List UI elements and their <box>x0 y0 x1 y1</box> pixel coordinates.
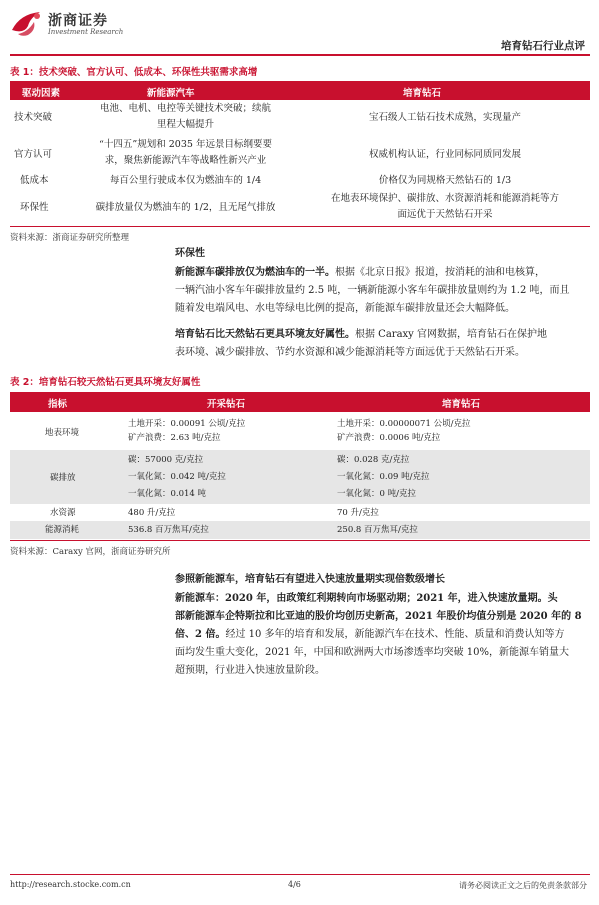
table2-source: 资料来源：Caraxy 官网，浙商证券研究所 <box>10 547 171 557</box>
paragraph-text: 经过 10 多年的培育和发展，新能源汽车在技术、性能、质量和消费认知等方 <box>225 629 565 640</box>
paragraph-text: 根据《北京日报》报道，按消耗的油和电核算， <box>335 267 545 278</box>
table2-row-shade <box>10 521 590 539</box>
table2-header-metric: 指标 <box>48 399 68 410</box>
table1-factor: 低成本 <box>20 175 49 186</box>
table2-mined-cell <box>128 452 226 503</box>
table1-header-row <box>10 81 590 100</box>
paragraph-line: 超预期，行业进入快速放量阶段。 <box>175 665 325 676</box>
table2-grown-cell: 70 升/克拉 <box>337 508 379 518</box>
table1-ev-line: “十四五”规划和 2035 年远景目标纲要要 <box>99 139 272 150</box>
report-type: 培育钻石行业点评 <box>501 40 585 52</box>
brand-tagline: Investment Research <box>48 28 124 36</box>
paragraph-line: 一辆汽油小客车年碳排放量约 2.5 吨，一辆新能源小客车年碳排放量则约为 1.2 吨，而且 <box>175 285 570 296</box>
brand-name: 浙商证券 <box>48 13 108 29</box>
table1-bottom-rule <box>10 226 590 227</box>
table1-lgd-cell: 权威机构认证，行业同标同质同发展 <box>368 149 521 160</box>
footer-divider <box>10 874 590 875</box>
paragraph-bold-line: 倍、2 倍。 <box>175 629 226 640</box>
table1-caption: 表 1：技术突破、官方认可、低成本、环保性共驱需求高增 <box>10 67 258 78</box>
table1-source: 资料来源：浙商证券研究所整理 <box>10 233 130 243</box>
table1-factor: 技术突破 <box>14 112 53 123</box>
table2-mined-cell: 480 升/克拉 <box>128 508 176 518</box>
paragraph-lead: 新能源车碳排放仅为燃油车的一半。 <box>175 267 335 278</box>
paragraph-eco <box>175 326 590 362</box>
paragraph-ev <box>175 590 590 680</box>
table2-metric: 水资源 <box>50 508 76 518</box>
table2-value: 一氧化氮：0.042 吨/克拉 <box>128 472 226 482</box>
table1-ev-line: 里程大幅提升 <box>156 119 214 130</box>
table2-grown-cell <box>337 417 470 445</box>
table1-header-lgd: 培育钻石 <box>403 88 442 99</box>
table1-ev-cell: 碳排放量仅为燃油车的 1/2，且无尾气排放 <box>95 202 276 213</box>
table1-lgd-cell: 宝石级人工钻石技术成熟，实现量产 <box>368 112 521 123</box>
table2-metric: 地表环境 <box>45 428 80 438</box>
section-heading: 参照新能源车，培育钻石有望进入快速放量期实现倍数级增长 <box>175 574 445 585</box>
table2-value: 一氧化氮：0.014 吨 <box>128 489 207 499</box>
brand-logo-icon <box>10 8 46 38</box>
table2-metric: 碳排放 <box>50 473 76 483</box>
table1-ev-line: 电池、电机、电控等关键技术突破；续航 <box>99 103 271 114</box>
paragraph-bold-line: 新能源车：2020 年，由政策红利期转向市场驱动期；2021 年，进入快速放量期。头 <box>175 593 558 604</box>
paragraph-carbon <box>175 264 590 318</box>
table1-lgd-cell: 价格仅为同规格天然钻石的 1/3 <box>378 175 512 186</box>
table2-value: 碳：0.028 克/克拉 <box>337 455 410 465</box>
footer-url[interactable]: http://research.stocke.com.cn <box>10 880 131 889</box>
table2-header-row <box>10 392 590 412</box>
table2-grown-cell <box>337 452 430 503</box>
table2-value: 碳：57000 克/克拉 <box>128 455 204 465</box>
table2-value: 矿产浪费：0.0006 吨/克拉 <box>337 433 441 443</box>
table1-ev-cell <box>78 137 293 169</box>
table2-caption: 表 2：培育钻石较天然钻石更具环境友好属性 <box>10 377 201 388</box>
table1-factor: 官方认可 <box>14 149 53 160</box>
table1-header-factor: 驱动因素 <box>22 88 61 99</box>
section-heading: 环保性 <box>175 248 205 259</box>
paragraph-bold-line: 部新能源车企特斯拉和比亚迪的股价均创历史新高，2021 年股价均值分别是 2020 年的 8 <box>175 611 582 622</box>
table2-value: 一氧化氮：0.09 吨/克拉 <box>337 472 430 482</box>
paragraph-line: 面均发生重大变化，2021 年，中国和欧洲两大市场渗透率均突破 10%，新能源车销量大 <box>175 647 570 658</box>
paragraph-lead: 培育钻石比天然钻石更具环境友好属性。 <box>175 329 355 340</box>
table2-header-mined: 开采钻石 <box>207 399 246 410</box>
table2-bottom-rule <box>10 540 590 541</box>
table2-mined-cell: 536.8 百万焦耳/克拉 <box>128 525 209 535</box>
table2-row-shade <box>10 450 590 504</box>
page-number: 4/6 <box>288 880 301 889</box>
table1-lgd-line: 面远优于天然钻石开采 <box>397 209 493 220</box>
table1-lgd-line: 在地表环境保护、碳排放、水资源消耗和能源消耗等方 <box>330 193 559 204</box>
table1-ev-cell: 每百公里行驶成本仅为燃油车的 1/4 <box>109 175 262 186</box>
table1-ev-line: 求，聚焦新能源汽车等战略性新兴产业 <box>104 155 267 166</box>
table1-lgd-cell <box>305 191 585 223</box>
table1-factor: 环保性 <box>20 202 49 213</box>
table2-header-grown: 培育钻石 <box>442 399 481 410</box>
paragraph-text: 根据 Caraxy 官网数据，培育钻石在保护地 <box>355 329 548 340</box>
table1-header-ev: 新能源汽车 <box>147 88 195 99</box>
header-divider <box>10 54 590 56</box>
paragraph-line: 表环境、减少碳排放、节约水资源和减少能源消耗等方面远优于天然钻石开采。 <box>175 347 525 358</box>
table2-value: 土地开采：0.00091 公顷/克拉 <box>128 419 246 429</box>
table2-value: 矿产浪费：2.63 吨/克拉 <box>128 433 221 443</box>
table2-mined-cell <box>128 417 245 445</box>
footer-disclaimer: 请务必阅读正文之后的免责条款部分 <box>459 881 587 890</box>
table2-grown-cell: 250.8 百万焦耳/克拉 <box>337 525 418 535</box>
table1-ev-cell <box>78 101 293 133</box>
table2-metric: 能源消耗 <box>45 525 80 535</box>
paragraph-line: 随着发电端风电、水电等绿电比例的提高，新能源车碳排放量还会大幅降低。 <box>175 303 515 314</box>
table2-value: 土地开采：0.00000071 公顷/克拉 <box>337 419 471 429</box>
table2-value: 一氧化氮：0 吨/克拉 <box>337 489 416 499</box>
